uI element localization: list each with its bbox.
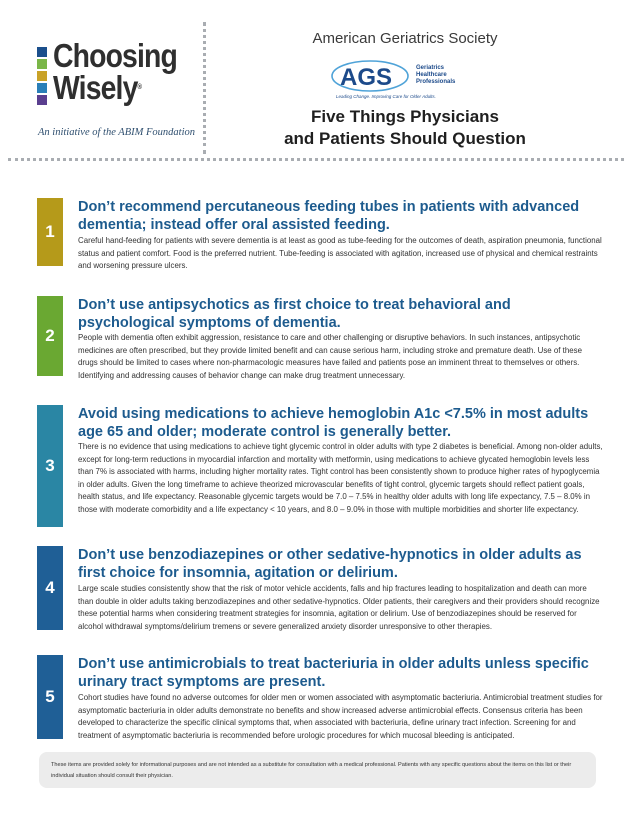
horizontal-divider [8, 158, 624, 161]
ags-logo [330, 58, 480, 96]
item-heading: Don’t recommend percutaneous feeding tubes in patients with advanced dementia; instead offer oral assisted feeding. [78, 199, 580, 233]
logo-line1: Choosing [53, 37, 177, 74]
logo-square [37, 95, 47, 105]
disclaimer-footer: These items are provided solely for informational purposes and are not intended as a substitute for consultation with a medical professional. Patients with any specific questions about the items on this list or their individual situation should consult their physician. [39, 752, 596, 788]
item-heading: Don’t use antimicrobials to treat bacteriuria in older adults unless specific urinary tract symptoms are present. [78, 656, 589, 690]
item-body: Careful hand-feeding for patients with severe dementia is at least as good as tube-feeding for the outcomes of death, aspiration pneumonia, functional status and patient comfort. Food is the preferred nutrient. Tube-feeding is associated with agitation, increased use of physical and chemical restraints and worsening pressure ulcers. [78, 236, 602, 271]
item-body: Large scale studies consistently show that the risk of motor vehicle accidents, falls and hip fractures leading to hospitalization and death can more than double in older adults taking benzodiazepines and other sedative-hypnotics. Older patients, their caregivers and their providers should recognize these potential harms when considering treatment strategies for insomnia, agitation or delirium. Use of benzodiazepines should be reserved for alcohol withdrawal symptoms/delirium tremens or severe generalized anxiety disorder unresponsive to other therapies. [78, 584, 600, 631]
ags-subtitle [416, 65, 455, 86]
item-number-badge: 4 [37, 546, 63, 630]
logo-square [37, 83, 47, 93]
logo-line2: Wisely® [53, 69, 142, 106]
item-body: People with dementia often exhibit aggression, resistance to care and other challenging or disruptive behaviors. In such instances, antipsychotic medicines are often prescribed, but they provide limited benefit and can cause serious harm, including stroke and premature death. Use of these drugs should be limited to cases where non-pharmacologic measures have failed and patients pose an imminent threat to themselves or others. Identifying and addressing causes of behavior change can make drug treatment unnecessary. [78, 333, 582, 380]
item-number-badge: 3 [37, 405, 63, 527]
logo-square [37, 59, 47, 69]
item-number-badge: 1 [37, 198, 63, 266]
item-body: Cohort studies have found no adverse outcomes for older men or women associated with asymptomatic bacteriuria. Antimicrobial treatment studies for asymptomatic bacteriuria in older adults demonstrate no benefits and show increased adverse antimicrobial effects. Consensus criteria has been developed to characterize the specific clinical symptoms that, when associated with bacteriuria, define urinary tract infection. Screening for and treatment of asymptomatic bacteriuria is recommended before urologic procedures for which mucosal bleeding is anticipated. [78, 693, 603, 740]
item-heading: Avoid using medications to achieve hemoglobin A1c <7.5% in most adults age 65 and older; moderate control is generally better. [78, 406, 589, 440]
ags-letters: AGS [340, 64, 393, 91]
item-number-badge: 5 [37, 655, 63, 739]
title-line2: and Patients Should Question [284, 129, 526, 148]
ags-sub-line: Professionals [416, 79, 456, 85]
org-name: American Geriatrics Society [312, 30, 498, 47]
logo-square [37, 47, 47, 57]
logo-tagline: An initiative of the ABIM Foundation [38, 127, 195, 138]
item-body: There is no evidence that using medications to achieve tight glycemic control in older adults with type 2 diabetes is beneficial. Among non-older adults, except for long-term reductions in myocardial infarction and mortality with metformin, using medications to achieve glycated hemoglobin levels less than 7% is associated with harms, including higher mortality rates. Tight control has been consistently shown to produce higher rates of hypoglycemia in older adults. Given the long timeframe to achieve theorized microvascular benefits of tight control, glycemic targets should reflect patient goals, health status, and life expectancy. Reasonable glycemic targets would be 7.0 – 7.5% in healthy older adults with long life expectancy, 7.5 – 8.0% in those with moderate comorbidity and a life expectancy < 10 years, and 8.0 – 9.0% in those with multiple morbidities and shorter life expectancy. [78, 442, 603, 514]
logo-squares [37, 47, 49, 107]
registered-mark: ® [137, 84, 142, 91]
item-heading: Don’t use benzodiazepines or other sedative-hypnotics in older adults as first choice for insomnia, agitation or delirium. [78, 547, 582, 581]
item-heading: Don’t use antipsychotics as first choice to treat behavioral and psychological symptoms of dementia. [78, 297, 511, 331]
choosing-wisely-logo [53, 37, 177, 106]
vertical-divider [203, 22, 206, 154]
ags-sub-line: Healthcare [416, 72, 447, 78]
ags-sub-line: Geriatrics [416, 65, 445, 71]
item-number-badge: 2 [37, 296, 63, 376]
page-title [230, 106, 580, 150]
title-line1: Five Things Physicians [310, 107, 499, 126]
ags-tagline: Leading Change. Improving Care for Older Adults. [336, 94, 436, 99]
logo-square [37, 71, 47, 81]
